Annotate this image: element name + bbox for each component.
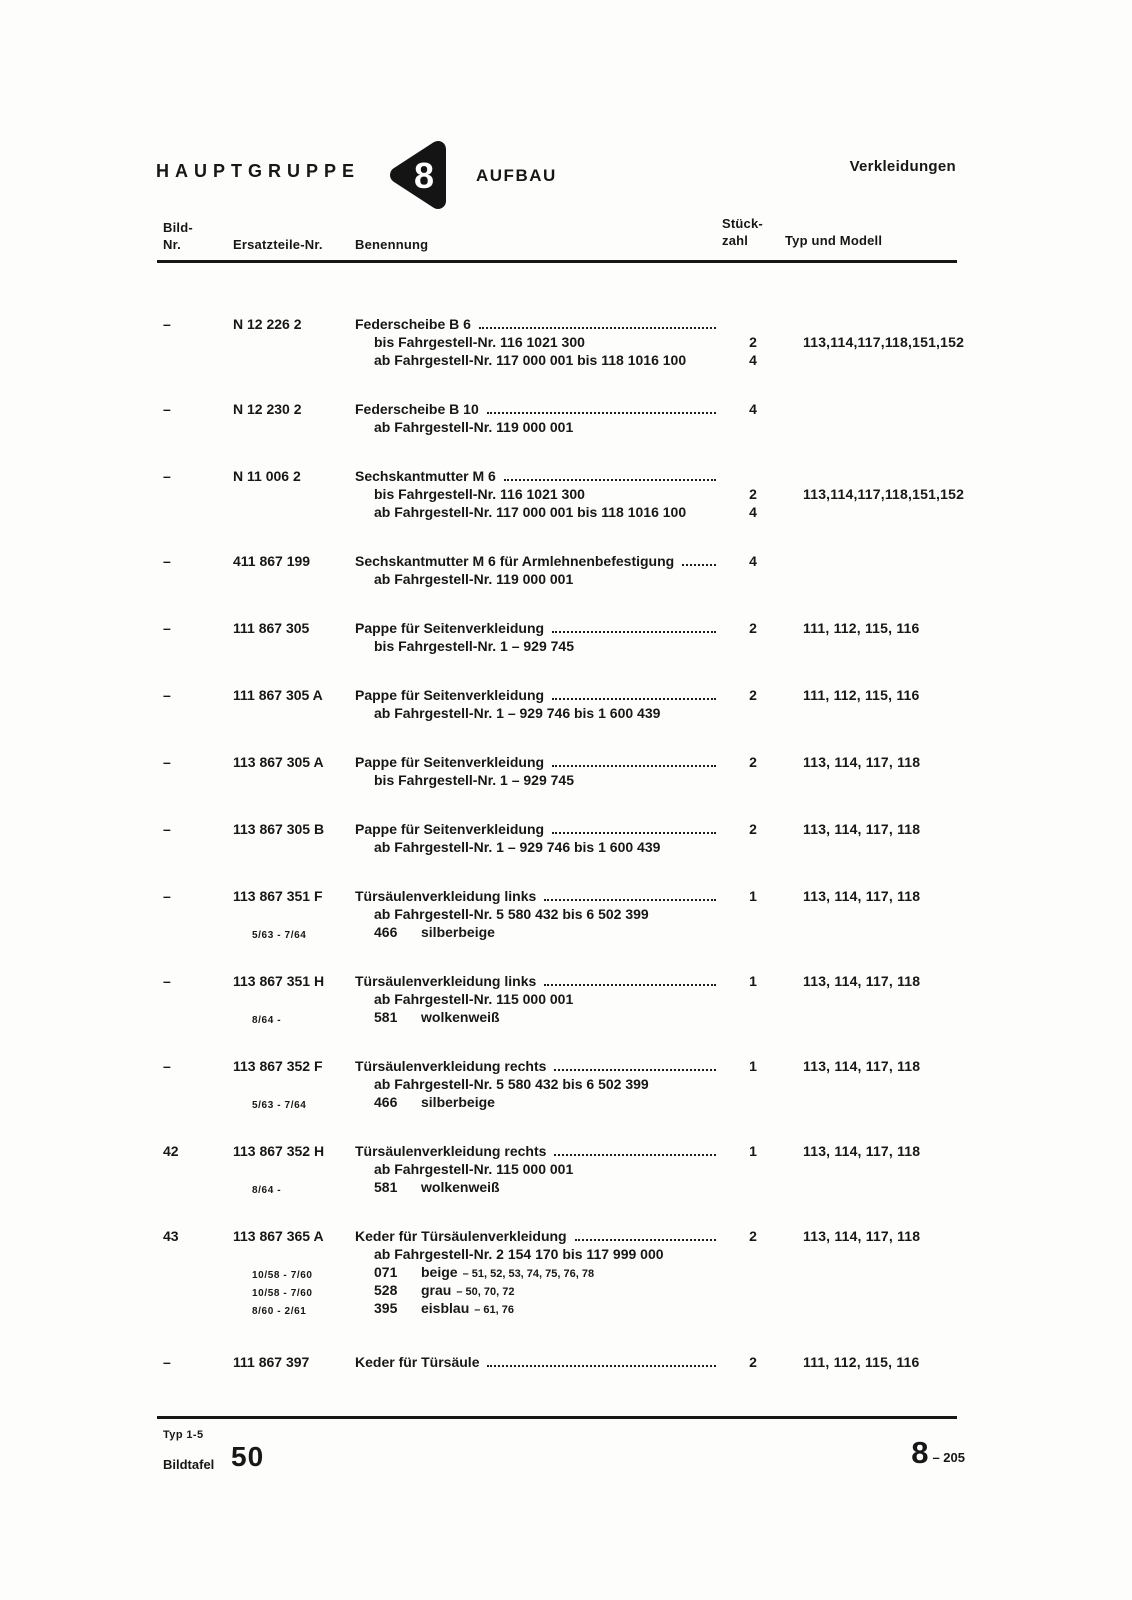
benennung-text: silberbeige bbox=[421, 924, 495, 940]
benennung-text: ab Fahrgestell-Nr. 2 154 170 bis 117 999 000 bbox=[374, 1246, 664, 1262]
benennung-cell bbox=[355, 887, 720, 905]
benennung-cell bbox=[374, 771, 720, 789]
bild-nr-cell: – bbox=[163, 1354, 171, 1370]
model-suffix-small: – 51, 52, 53, 74, 75, 76, 78 bbox=[462, 1268, 595, 1280]
benennung-text: Keder für Türsäulenverkleidung bbox=[355, 1228, 567, 1244]
colhead-typ-und-modell: Typ und Modell bbox=[785, 233, 883, 248]
table-row-line bbox=[0, 838, 1132, 856]
typ-modell-cell: 113, 114, 117, 118 bbox=[803, 973, 921, 989]
table-row bbox=[0, 972, 1132, 1026]
table-row-line bbox=[0, 1008, 1132, 1026]
table-row-line bbox=[0, 1281, 1132, 1299]
bild-nr-cell: – bbox=[163, 620, 171, 636]
table-row bbox=[0, 619, 1132, 655]
model-suffix-small: – 61, 76 bbox=[474, 1304, 515, 1316]
bild-nr-cell: – bbox=[163, 401, 171, 417]
table-row-line bbox=[0, 351, 1132, 369]
part-number-cell: 113 867 351 H bbox=[233, 973, 325, 989]
table-row-line bbox=[0, 887, 1132, 905]
table-row-line bbox=[0, 972, 1132, 990]
quantity-cell: 1 bbox=[749, 973, 757, 989]
benennung-text: bis Fahrgestell-Nr. 1 – 929 745 bbox=[374, 638, 574, 654]
footer-rule bbox=[157, 1416, 957, 1419]
date-range-cell: 10/58 - 7/60 bbox=[252, 1288, 313, 1299]
benennung-text: silberbeige bbox=[421, 1094, 495, 1110]
bild-nr-cell: – bbox=[163, 821, 171, 837]
color-code: 581 bbox=[374, 1009, 398, 1025]
benennung-text: Federscheibe B 6 bbox=[355, 316, 471, 332]
table-row-line bbox=[0, 923, 1132, 941]
typ-modell-cell: 113,114,117,118,151,152 bbox=[803, 486, 965, 502]
benennung-cell bbox=[374, 418, 720, 436]
dot-leader bbox=[554, 1154, 716, 1156]
benennung-text: bis Fahrgestell-Nr. 116 1021 300 bbox=[374, 334, 585, 350]
benennung-cell bbox=[374, 905, 720, 923]
footer-typ-range: Typ 1-5 bbox=[163, 1429, 204, 1441]
table-row-line bbox=[0, 619, 1132, 637]
bild-nr-cell: – bbox=[163, 468, 171, 484]
benennung-text: Türsäulenverkleidung rechts bbox=[355, 1058, 547, 1074]
header-rule bbox=[157, 260, 957, 263]
benennung-text: Pappe für Seitenverkleidung bbox=[355, 687, 545, 703]
part-number-cell: 113 867 305 A bbox=[233, 754, 324, 770]
benennung-cell bbox=[374, 1160, 720, 1178]
dot-leader bbox=[552, 832, 716, 834]
benennung-text: bis Fahrgestell-Nr. 116 1021 300 bbox=[374, 486, 585, 502]
bild-nr-cell: – bbox=[163, 973, 171, 989]
table-row bbox=[0, 820, 1132, 856]
color-code: 581 bbox=[374, 1179, 398, 1195]
benennung-text: beige bbox=[421, 1264, 458, 1280]
benennung-cell bbox=[374, 838, 720, 856]
benennung-text: wolkenweiß bbox=[421, 1179, 500, 1195]
benennung-cell bbox=[374, 333, 720, 351]
typ-modell-cell: 113, 114, 117, 118 bbox=[803, 754, 921, 770]
benennung-text: ab Fahrgestell-Nr. 1 – 929 746 bis 1 600 439 bbox=[374, 705, 661, 721]
benennung-text: ab Fahrgestell-Nr. 115 000 001 bbox=[374, 991, 574, 1007]
table-row-line bbox=[0, 418, 1132, 436]
benennung-text: ab Fahrgestell-Nr. 117 000 001 bis 118 1016 100 bbox=[374, 352, 687, 368]
table-row-line bbox=[0, 1160, 1132, 1178]
dot-leader bbox=[552, 631, 716, 633]
part-number-cell: N 11 006 2 bbox=[233, 468, 301, 484]
benennung-text: Türsäulenverkleidung links bbox=[355, 888, 537, 904]
benennung-text: Pappe für Seitenverkleidung bbox=[355, 754, 545, 770]
benennung-cell bbox=[355, 1227, 720, 1245]
dot-leader bbox=[552, 765, 716, 767]
benennung-text: ab Fahrgestell-Nr. 115 000 001 bbox=[374, 1161, 574, 1177]
table-row bbox=[0, 686, 1132, 722]
quantity-cell: 4 bbox=[749, 352, 757, 368]
table-row-line bbox=[0, 1178, 1132, 1196]
date-range-cell: 8/64 - bbox=[252, 1185, 282, 1196]
typ-modell-cell: 113, 114, 117, 118 bbox=[803, 1228, 921, 1244]
benennung-cell bbox=[374, 1245, 720, 1263]
typ-modell-cell: 113, 114, 117, 118 bbox=[803, 821, 921, 837]
table-row-line bbox=[0, 552, 1132, 570]
table-row-line bbox=[0, 1299, 1132, 1317]
quantity-cell: 2 bbox=[749, 486, 757, 502]
table-row-line bbox=[0, 333, 1132, 351]
colhead-benennung: Benennung bbox=[355, 237, 429, 252]
colhead-stueckzahl-line2: zahl bbox=[722, 233, 749, 248]
part-number-cell: 113 867 365 A bbox=[233, 1228, 324, 1244]
benennung-text: ab Fahrgestell-Nr. 1 – 929 746 bis 1 600 439 bbox=[374, 839, 661, 855]
colhead-bild-line1: Bild- bbox=[163, 220, 193, 235]
benennung-cell bbox=[355, 820, 720, 838]
quantity-cell: 4 bbox=[749, 504, 757, 520]
benennung-cell bbox=[355, 972, 720, 990]
benennung-text: Federscheibe B 10 bbox=[355, 401, 479, 417]
date-range-cell: 10/58 - 7/60 bbox=[252, 1270, 313, 1281]
benennung-text: ab Fahrgestell-Nr. 119 000 001 bbox=[374, 419, 574, 435]
table-row bbox=[0, 467, 1132, 521]
table-row-line bbox=[0, 990, 1132, 1008]
benennung-cell bbox=[355, 1057, 720, 1075]
benennung-text: ab Fahrgestell-Nr. 5 580 432 bis 6 502 399 bbox=[374, 1076, 649, 1092]
table-row-line bbox=[0, 1075, 1132, 1093]
quantity-cell: 2 bbox=[749, 1228, 757, 1244]
benennung-cell bbox=[374, 570, 720, 588]
dot-leader bbox=[544, 984, 716, 986]
quantity-cell: 1 bbox=[749, 1143, 757, 1159]
benennung-cell bbox=[374, 704, 720, 722]
table-row-line bbox=[0, 485, 1132, 503]
benennung-cell bbox=[355, 315, 720, 333]
part-number-cell: 113 867 351 F bbox=[233, 888, 323, 904]
typ-modell-cell: 111, 112, 115, 116 bbox=[803, 687, 920, 703]
benennung-text: Sechskantmutter M 6 für Armlehnenbefestigung bbox=[355, 553, 675, 569]
table-row bbox=[0, 887, 1132, 941]
part-number-cell: 113 867 352 F bbox=[233, 1058, 323, 1074]
dot-leader bbox=[479, 327, 716, 329]
benennung-cell bbox=[374, 351, 720, 369]
footer-page-reference bbox=[911, 1437, 965, 1468]
table-row-line bbox=[0, 315, 1132, 333]
bild-nr-cell: 42 bbox=[163, 1143, 179, 1159]
dot-leader bbox=[552, 698, 716, 700]
benennung-cell bbox=[374, 1281, 720, 1301]
bild-nr-cell: – bbox=[163, 316, 171, 332]
benennung-text: Pappe für Seitenverkleidung bbox=[355, 620, 545, 636]
benennung-text: Pappe für Seitenverkleidung bbox=[355, 821, 545, 837]
table-row-line bbox=[0, 820, 1132, 838]
benennung-text: ab Fahrgestell-Nr. 117 000 001 bis 118 1016 100 bbox=[374, 504, 687, 520]
benennung-text: ab Fahrgestell-Nr. 5 580 432 bis 6 502 399 bbox=[374, 906, 649, 922]
quantity-cell: 2 bbox=[749, 334, 757, 350]
benennung-cell bbox=[374, 1093, 720, 1111]
benennung-cell bbox=[355, 619, 720, 637]
table-row-line bbox=[0, 637, 1132, 655]
benennung-cell bbox=[355, 467, 720, 485]
table-row-line bbox=[0, 1227, 1132, 1245]
quantity-cell: 2 bbox=[749, 687, 757, 703]
colhead-ersatzteile-nr: Ersatzteile-Nr. bbox=[233, 237, 323, 252]
benennung-cell bbox=[355, 1353, 720, 1371]
bild-nr-cell: 43 bbox=[163, 1228, 179, 1244]
benennung-cell bbox=[374, 1299, 720, 1319]
benennung-cell bbox=[374, 923, 720, 941]
hauptgruppe-title: HAUPTGRUPPE bbox=[156, 161, 361, 181]
date-range-cell: 5/63 - 7/64 bbox=[252, 930, 307, 941]
colhead-stueckzahl-line1: Stück- bbox=[722, 216, 763, 231]
quantity-cell: 2 bbox=[749, 1354, 757, 1370]
bild-nr-cell: – bbox=[163, 888, 171, 904]
benennung-cell bbox=[374, 503, 720, 521]
typ-modell-cell: 113, 114, 117, 118 bbox=[803, 888, 921, 904]
part-number-cell: N 12 226 2 bbox=[233, 316, 302, 332]
benennung-text: ab Fahrgestell-Nr. 119 000 001 bbox=[374, 571, 574, 587]
benennung-cell bbox=[355, 686, 720, 704]
table-row-line bbox=[0, 1057, 1132, 1075]
typ-modell-cell: 113, 114, 117, 118 bbox=[803, 1058, 921, 1074]
bild-nr-cell: – bbox=[163, 1058, 171, 1074]
footer-page-minor: – 205 bbox=[932, 1450, 965, 1465]
table-row-line bbox=[0, 503, 1132, 521]
dot-leader bbox=[554, 1069, 716, 1071]
part-number-cell: 113 867 352 H bbox=[233, 1143, 325, 1159]
typ-modell-cell: 113, 114, 117, 118 bbox=[803, 1143, 921, 1159]
model-suffix-small: – 50, 70, 72 bbox=[456, 1286, 515, 1298]
parts-rows bbox=[0, 315, 1132, 1402]
table-row bbox=[0, 1057, 1132, 1111]
benennung-cell bbox=[374, 1178, 720, 1196]
benennung-cell bbox=[374, 1008, 720, 1026]
table-row-line bbox=[0, 1353, 1132, 1371]
benennung-text: grau bbox=[421, 1282, 452, 1298]
footer-bildtafel-label: Bildtafel bbox=[163, 1457, 215, 1472]
typ-modell-cell: 111, 112, 115, 116 bbox=[803, 1354, 920, 1370]
table-row-line bbox=[0, 905, 1132, 923]
quantity-cell: 1 bbox=[749, 888, 757, 904]
part-number-cell: 411 867 199 bbox=[233, 553, 311, 569]
quantity-cell: 2 bbox=[749, 620, 757, 636]
section-title: AUFBAU bbox=[476, 166, 557, 185]
quantity-cell: 4 bbox=[749, 553, 757, 569]
table-row-line bbox=[0, 704, 1132, 722]
benennung-cell bbox=[374, 1075, 720, 1093]
benennung-text: Türsäulenverkleidung links bbox=[355, 973, 537, 989]
benennung-cell bbox=[355, 552, 720, 570]
table-row bbox=[0, 1353, 1132, 1371]
table-row-line bbox=[0, 1142, 1132, 1160]
table-row-line bbox=[0, 400, 1132, 418]
benennung-text: bis Fahrgestell-Nr. 1 – 929 745 bbox=[374, 772, 574, 788]
footer-bildtafel-number: 50 bbox=[231, 1441, 265, 1472]
dot-leader bbox=[682, 564, 716, 566]
benennung-cell bbox=[374, 485, 720, 503]
group-badge-icon bbox=[388, 137, 452, 213]
table-row bbox=[0, 552, 1132, 588]
quantity-cell: 2 bbox=[749, 821, 757, 837]
table-row bbox=[0, 1142, 1132, 1196]
part-number-cell: 111 867 305 A bbox=[233, 687, 323, 703]
date-range-cell: 8/60 - 2/61 bbox=[252, 1306, 307, 1317]
page-topic: Verkleidungen bbox=[849, 158, 956, 175]
quantity-cell: 2 bbox=[749, 754, 757, 770]
color-code: 395 bbox=[374, 1300, 398, 1316]
part-number-cell: 113 867 305 B bbox=[233, 821, 325, 837]
color-code: 528 bbox=[374, 1282, 398, 1298]
benennung-text: Keder für Türsäule bbox=[355, 1354, 480, 1370]
quantity-cell: 4 bbox=[749, 401, 757, 417]
color-code: 466 bbox=[374, 1094, 398, 1110]
table-row-line bbox=[0, 1093, 1132, 1111]
dot-leader bbox=[504, 479, 716, 481]
benennung-text: Türsäulenverkleidung rechts bbox=[355, 1143, 547, 1159]
bild-nr-cell: – bbox=[163, 687, 171, 703]
table-row bbox=[0, 400, 1132, 436]
dot-leader bbox=[575, 1239, 716, 1241]
table-row bbox=[0, 315, 1132, 369]
benennung-text: eisblau bbox=[421, 1300, 470, 1316]
table-row-line bbox=[0, 686, 1132, 704]
table-row-line bbox=[0, 1263, 1132, 1281]
table-row-line bbox=[0, 753, 1132, 771]
dot-leader bbox=[487, 412, 716, 414]
benennung-cell bbox=[374, 990, 720, 1008]
dot-leader bbox=[487, 1365, 716, 1367]
typ-modell-cell: 111, 112, 115, 116 bbox=[803, 620, 920, 636]
benennung-cell bbox=[374, 637, 720, 655]
dot-leader bbox=[544, 899, 716, 901]
colhead-bild-line2: Nr. bbox=[163, 237, 181, 252]
part-number-cell: 111 867 305 bbox=[233, 620, 310, 636]
footer-page-major: 8 bbox=[911, 1435, 929, 1470]
table-row-line bbox=[0, 570, 1132, 588]
benennung-cell bbox=[355, 753, 720, 771]
bild-nr-cell: – bbox=[163, 553, 171, 569]
group-number: 8 bbox=[413, 155, 435, 196]
benennung-cell bbox=[355, 400, 720, 418]
table-row-line bbox=[0, 771, 1132, 789]
part-number-cell: 111 867 397 bbox=[233, 1354, 310, 1370]
table-row bbox=[0, 753, 1132, 789]
benennung-text: wolkenweiß bbox=[421, 1009, 500, 1025]
date-range-cell: 8/64 - bbox=[252, 1015, 282, 1026]
table-row bbox=[0, 1227, 1132, 1317]
benennung-cell bbox=[355, 1142, 720, 1160]
part-number-cell: N 12 230 2 bbox=[233, 401, 302, 417]
benennung-cell bbox=[374, 1263, 720, 1283]
color-code: 466 bbox=[374, 924, 398, 940]
quantity-cell: 1 bbox=[749, 1058, 757, 1074]
table-row-line bbox=[0, 467, 1132, 485]
color-code: 071 bbox=[374, 1264, 398, 1280]
group-number-badge bbox=[388, 137, 452, 213]
typ-modell-cell: 113,114,117,118,151,152 bbox=[803, 334, 965, 350]
bild-nr-cell: – bbox=[163, 754, 171, 770]
benennung-text: Sechskantmutter M 6 bbox=[355, 468, 496, 484]
table-row-line bbox=[0, 1245, 1132, 1263]
date-range-cell: 5/63 - 7/64 bbox=[252, 1100, 307, 1111]
